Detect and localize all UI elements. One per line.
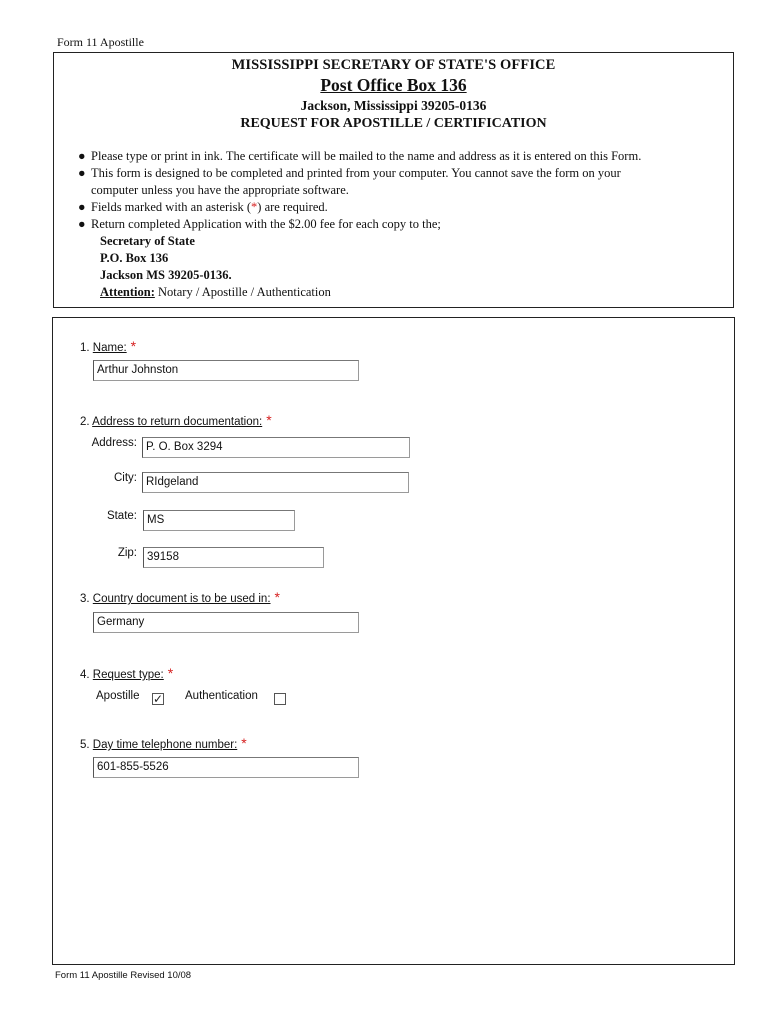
question-address: 2. Address to return documentation: *: [80, 412, 272, 428]
apostille-label: Apostille: [96, 690, 140, 702]
country-input[interactable]: Germany: [93, 612, 359, 633]
zip-label: Zip:: [117, 547, 137, 559]
question-country: 3. Country document is to be used in: *: [80, 589, 280, 605]
form-box: [52, 317, 735, 965]
office-title: MISSISSIPPI SECRETARY OF STATE'S OFFICE: [231, 57, 556, 73]
po-box-title: Post Office Box 136: [320, 75, 467, 95]
state-input[interactable]: MS: [143, 510, 295, 531]
instruction-1: ● Please type or print in ink. The certificate will be mailed to the name and address as it is entered on this Form.: [78, 149, 642, 163]
mail-address-line-2: P.O. Box 136: [100, 251, 169, 265]
form-id-label: Form 11 Apostille: [57, 35, 144, 49]
authentication-checkbox[interactable]: [274, 693, 286, 705]
name-input[interactable]: Arthur Johnston: [93, 360, 359, 381]
instructions: [78, 148, 733, 301]
phone-input[interactable]: 601-855-5526: [93, 757, 359, 778]
attention-line: Attention: Notary / Apostille / Authentication: [100, 285, 331, 299]
apostille-checkbox[interactable]: ✓: [153, 692, 164, 706]
address-input[interactable]: P. O. Box 3294: [142, 437, 410, 458]
question-request-type: 4. Request type: *: [80, 665, 174, 681]
question-name: 1. Name: *: [80, 338, 137, 354]
state-label: State:: [106, 510, 137, 522]
address-label: Address:: [91, 437, 137, 449]
instruction-3: ● Fields marked with an asterisk (*) are required.: [78, 200, 328, 214]
instruction-4: ● Return completed Application with the $2.00 fee for each copy to the;: [78, 217, 441, 231]
zip-input[interactable]: 39158: [143, 547, 324, 568]
header-box: [53, 52, 734, 308]
mail-address-line-3: Jackson MS 39205-0136.: [100, 268, 232, 282]
city-input[interactable]: RIdgeland: [142, 472, 409, 493]
mail-address-line-1: Secretary of State: [100, 234, 195, 248]
request-title: REQUEST FOR APOSTILLE / CERTIFICATION: [240, 116, 547, 131]
authentication-label: Authentication: [185, 690, 258, 702]
instruction-2: ● This form is designed to be completed and printed from your computer. You cannot save the form on your computer unless you have the appropriate software.: [78, 166, 621, 197]
form-revision-footer: Form 11 Apostille Revised 10/08: [55, 970, 192, 981]
city-label: City:: [114, 472, 137, 484]
city-title: Jackson, Mississippi 39205-0136: [300, 98, 487, 113]
question-phone: 5. Day time telephone number: *: [80, 735, 247, 751]
